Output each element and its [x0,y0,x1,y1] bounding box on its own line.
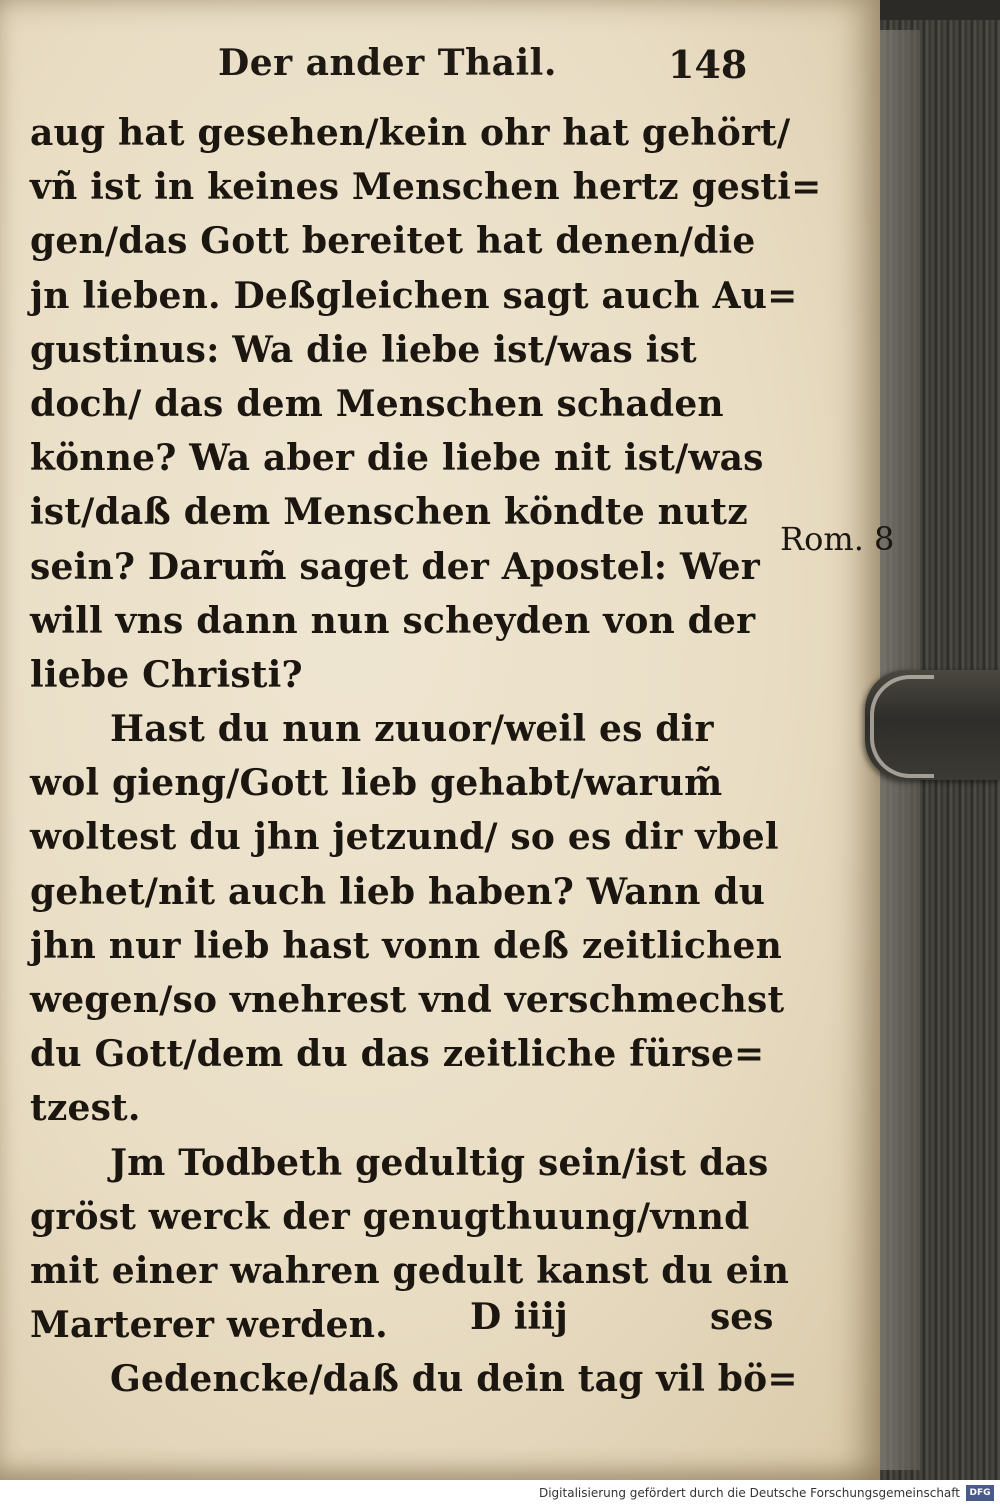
text-line: doch/ das dem Menschen schaden [30,382,724,425]
text-line: gen/das Gott bereitet hat denen/die [30,220,756,263]
text-line: wol gieng/Gott lieb gehabt/warum̃ [30,762,723,805]
text-line: gustinus: Wa die liebe ist/was ist [30,328,697,371]
text-line: sein? Darum̃ saget der Apostel: Wer [30,545,760,588]
text-line: gröst werck der genugthuung/vnnd [30,1195,750,1238]
text-line: tzest. [30,1087,141,1130]
text-line: Hast du nun zuuor/weil es dir [110,708,714,751]
text-line: jhn nur lieb hast vonn deß zeitlichen [30,924,782,967]
signature-mark: D iiij [470,1296,568,1338]
text-line: liebe Christi? [30,653,303,696]
text-line: ist/daß dem Menschen köndte nutz [30,491,748,534]
signature-line [30,1296,774,1350]
text-line: vñ ist in keines Menschen hertz gesti= [30,166,822,209]
text-line: mit einer wahren gedult kanst du ein [30,1249,790,1292]
body-text [30,106,822,1407]
text-line: jn lieben. Deßgleichen sagt auch Au= [30,274,798,317]
clasp-ring [870,675,934,778]
text-line: du Gott/dem du das zeitliche fürse= [30,1033,765,1076]
text-line: aug hat gesehen/kein ohr hat gehört/ [30,112,791,154]
text-line: Jm Todbeth gedultig sein/ist das [110,1141,769,1184]
text-line: wegen/so vnehrest vnd verschmechst [30,979,785,1021]
text-line: Marterer werden. [30,1304,388,1347]
running-title: Der ander Thail. [218,42,557,84]
text-line: gehet/nit auch lieb haben? Wann du [30,870,766,913]
text-line: könne? Wa aber die liebe nit ist/was [30,437,764,480]
digitization-footer [0,1480,1000,1510]
dfg-logo: DFG [966,1485,994,1501]
funding-credit: Digitalisierung gefördert durch die Deutsche Forschungsgemeinschaft [538,1486,960,1500]
catchword: ses [710,1296,774,1338]
page-number: 148 [668,42,748,87]
text-line: will vns dann nun scheyden von der [30,599,756,642]
text-line: woltest du jhn jetzund/ so es dir vbel [30,816,779,859]
text-line: Gedencke/daß du dein tag vil bö= [110,1358,798,1401]
page-header [28,42,788,92]
marginal-note: Rom. 8 [780,520,895,558]
